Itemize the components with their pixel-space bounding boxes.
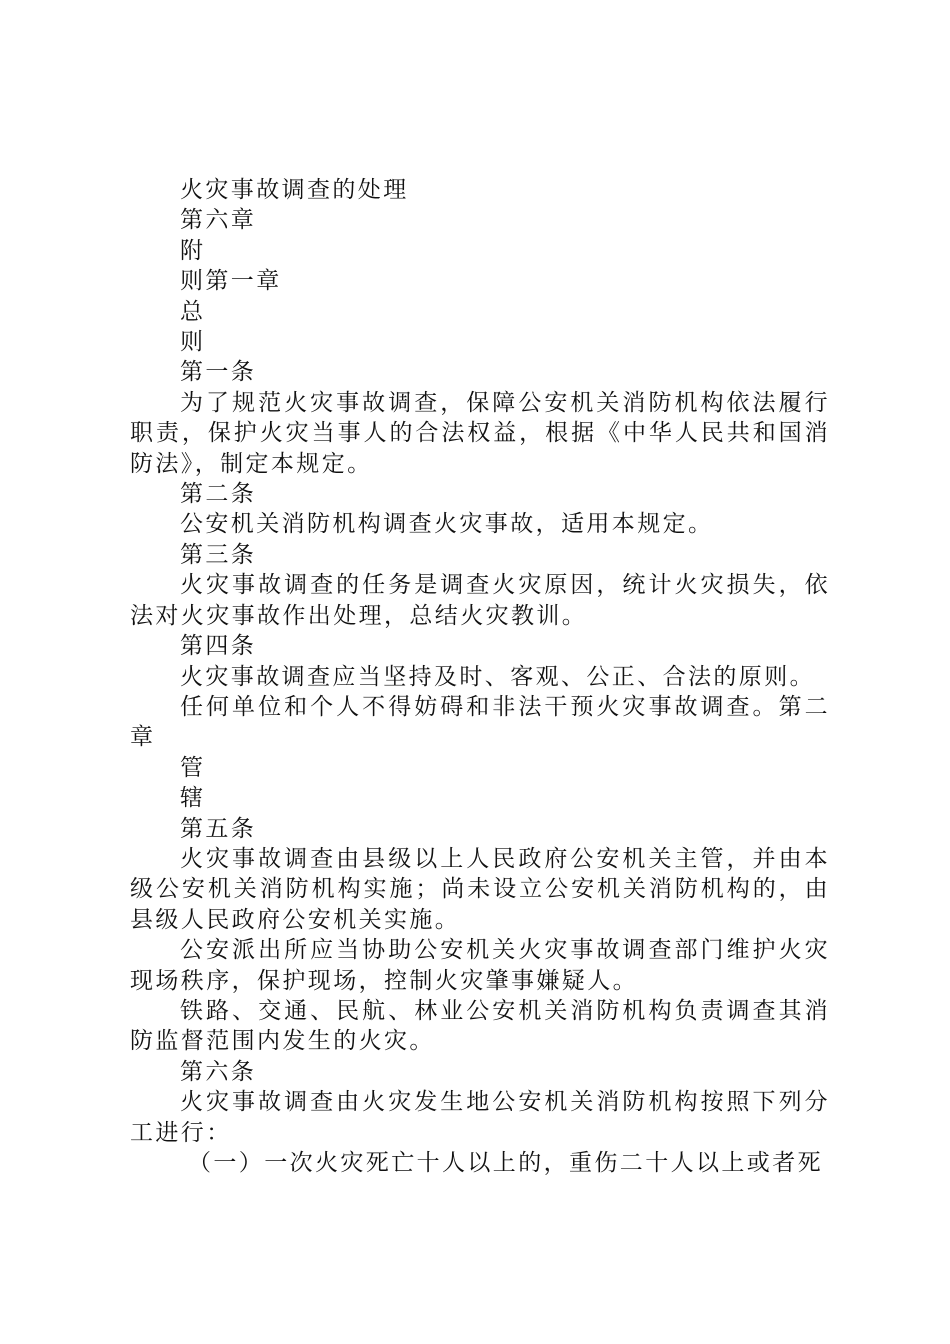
article-paragraph: 公安机关消防机构调查火灾事故，适用本规定。 xyxy=(180,511,714,538)
article-heading: 第四条 xyxy=(180,633,257,660)
chapter-heading: 第六章 xyxy=(180,207,257,234)
article-heading: 第一条 xyxy=(180,359,257,386)
document-body xyxy=(130,175,830,1178)
article-paragraph: 任何单位和个人不得妨碍和非法干预火灾事故调查。第二章 xyxy=(130,693,830,751)
article-paragraph: 火灾事故调查由县级以上人民政府公安机关主管，并由本级公安机关消防机构实施；尚未设立公安机关消防机构的，由县级人民政府公安机关实施。 xyxy=(130,845,830,933)
chapter-heading: 则第一章 xyxy=(180,268,282,295)
article-heading: 第三条 xyxy=(180,541,257,568)
article-paragraph: 为了规范火灾事故调查，保障公安机关消防机构依法履行职责，保护火灾当事人的合法权益，根据《中华人民共和国消防法》，制定本规定。 xyxy=(130,389,830,477)
article-paragraph: 铁路、交通、民航、林业公安机关消防机构负责调查其消防监督范围内发生的火灾。 xyxy=(130,997,830,1055)
list-item: （一）一次火灾死亡十人以上的，重伤二十人以上或者死 xyxy=(188,1150,823,1176)
text-line: 管 xyxy=(180,754,206,781)
article-heading: 第五条 xyxy=(180,815,257,842)
article-paragraph: 火灾事故调查应当坚持及时、客观、公正、合法的原则。 xyxy=(180,663,815,690)
article-heading: 第二条 xyxy=(180,481,257,508)
article-heading: 第六条 xyxy=(180,1058,257,1085)
text-line: 火灾事故调查的处理 xyxy=(180,177,409,203)
text-line: 则 xyxy=(180,329,206,356)
article-paragraph: 火灾事故调查的任务是调查火灾原因，统计火灾损失，依法对火灾事故作出处理，总结火灾教训。 xyxy=(130,572,830,629)
article-paragraph: 火灾事故调查由火灾发生地公安机关消防机构按照下列分工进行： xyxy=(130,1089,830,1146)
text-line: 辖 xyxy=(180,785,206,812)
text-line: 总 xyxy=(180,298,206,325)
article-paragraph: 公安派出所应当协助公安机关火灾事故调查部门维护火灾现场秩序，保护现场，控制火灾肇事嫌疑人。 xyxy=(130,937,830,994)
text-line: 附 xyxy=(180,237,206,264)
